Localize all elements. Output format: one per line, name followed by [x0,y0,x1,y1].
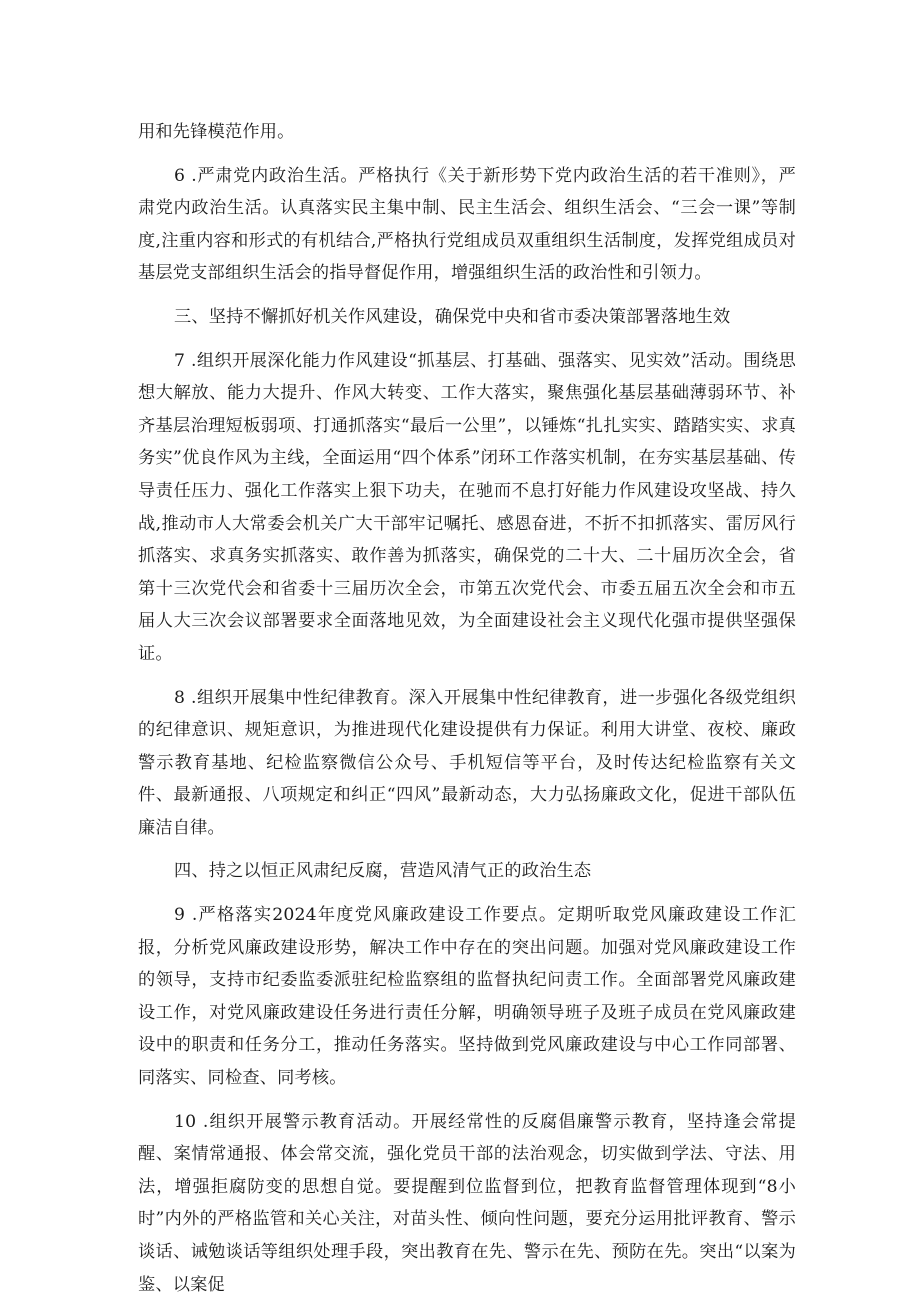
section-heading-4: 四、持之以恒正风肃纪反腐，营造风清气正的政治生态 [174,861,592,882]
paragraph-continuation: 用和先锋模范作用。 [138,122,295,142]
section-heading-3: 三、坚持不懈抓好机关作风建设，确保党中央和省市委决策部署落地生效 [174,306,731,327]
paragraph-item-9: 9 .严格落实2024年度党风廉政建设工作要点。定期听取党风廉政建设工作汇报，分析党风廉政建设形势，解决工作中存在的突出问题。加强对党风廉政建设工作的领导，支持市纪委监委派驻纪检监察组的监督执纪问责工作。全面部署党风廉政建设工作，对党风廉政建设任务进行责任分解，明确领导班子及班子成员在党风廉政建设中的职责和任务分工，推动任务落实。坚持做到党风廉政建设与中心工作同部署、同落实、同检查、同考核。 [138,905,796,1089]
paragraph-item-6: 6 .严肃党内政治生活。严格执行《关于新形势下党内政治生活的若干准则》，严肃党内政治生活。认真落实民主集中制、民主生活会、组织生活会、“三会一课”等制度,注重内容和形式的有机结合,严格执行党组成员双重组织生活制度，发挥党组成员对基层党支部组织生活会的指导督促作用，增强组织生活的政治性和引领力。 [138,165,796,284]
document-page [138,116,796,1301]
paragraph-item-7: 7 .组织开展深化能力作风建设“抓基层、打基础、强落实、见实效”活动。围绕思想大解放、能力大提升、作风大转变、工作大落实，聚焦强化基层基础薄弱环节、补齐基层治理短板弱项、打通抓落实“最后一公里”，以锤炼“扎扎实实、踏踏实实、求真务实”优良作风为主线，全面运用“四个体系”闭环工作落实机制，在夯实基层基础、传导责任压力、强化工作落实上狠下功夫，在驰而不息打好能力作风建设攻坚战、持久战,推动市人大常委会机关广大干部牢记嘱托、感恩奋进，不折不扣抓落实、雷厉风行抓落实、求真务实抓落实、敢作善为抓落实，确保党的二十大、二十届历次全会，省第十三次党代会和省委十三届历次全会，市第五次党代会、市委五届五次全会和市五届人大三次会议部署要求全面落地见效，为全面建设社会主义现代化强市提供坚强保证。 [138,350,796,664]
paragraph-item-10: 10 .组织开展警示教育活动。开展经常性的反腐倡廉警示教育，坚持逢会常提醒、案情常通报、体会常交流，强化党员干部的法治观念，切实做到学法、守法、用法，增强拒腐防变的思想自觉。要提醒到位监督到位，把教育监督管理体现到“8小时”内外的严格监管和关心关注，对苗头性、倾向性问题，要充分运用批评教育、警示谈话、诫勉谈话等组织处理手段，突出教育在先、警示在先、预防在先。突出“以案为鉴、以案促 [138,1111,797,1295]
paragraph-item-8: 8 .组织开展集中性纪律教育。深入开展集中性纪律教育，进一步强化各级党组织的纪律意识、规矩意识，为推进现代化建设提供有力保证。利用大讲堂、夜校、廉政警示教育基地、纪检监察微信公众号、手机短信等平台，及时传达纪检监察有关文件、最新通报、八项规定和纠正“四风”最新动态，大力弘扬廉政文化，促进干部队伍廉洁自律。 [138,687,796,838]
